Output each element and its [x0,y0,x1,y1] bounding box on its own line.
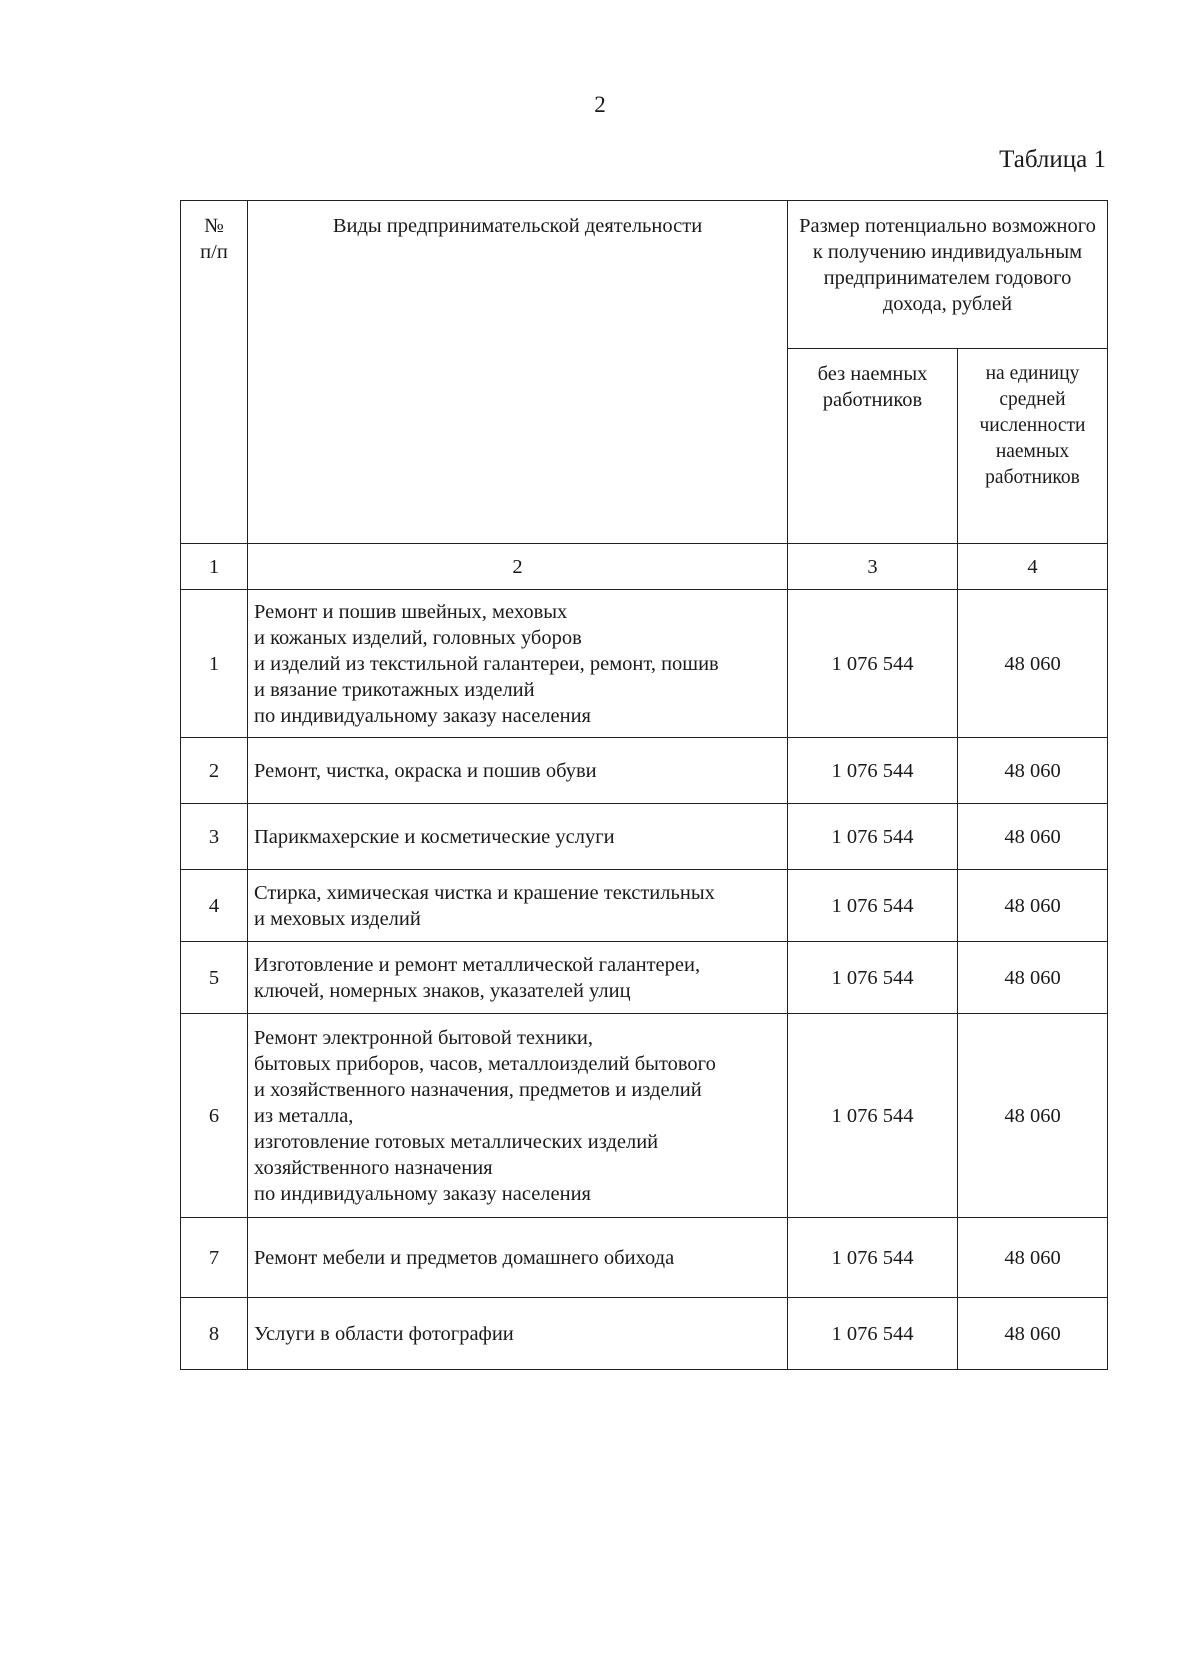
column-number: 1 [181,544,248,590]
header-row-1 [181,201,1108,349]
header-per-employee: на единицу средней численности наемных работников [958,349,1108,544]
row-per-employee: 48 060 [958,590,1108,738]
row-without-employees: 1 076 544 [788,738,958,804]
row-per-employee: 48 060 [958,738,1108,804]
row-activity: Ремонт мебели и предметов домашнего обихода [248,1218,788,1298]
table-row [181,1218,1108,1298]
row-per-employee: 48 060 [958,1014,1108,1218]
row-without-employees: 1 076 544 [788,870,958,942]
row-per-employee: 48 060 [958,870,1108,942]
row-activity: Изготовление и ремонт металлической галантереи, ключей, номерных знаков, указателей улиц [248,942,788,1014]
row-number: 5 [181,942,248,1014]
row-per-employee: 48 060 [958,1298,1108,1370]
column-number-row [181,544,1108,590]
table-row [181,738,1108,804]
row-activity: Ремонт, чистка, окраска и пошив обуви [248,738,788,804]
table-row [181,1298,1108,1370]
header-number [181,201,248,544]
row-number: 1 [181,590,248,738]
table-caption: Таблица 1 [999,146,1106,173]
row-without-employees: 1 076 544 [788,1298,958,1370]
row-per-employee: 48 060 [958,1218,1108,1298]
row-number: 2 [181,738,248,804]
column-number: 4 [958,544,1108,590]
activity-income-table [180,200,1108,1370]
row-per-employee: 48 060 [958,804,1108,870]
header-number-label: № п/п [200,215,228,263]
row-activity: Парикмахерские и косметические услуги [248,804,788,870]
column-number: 3 [788,544,958,590]
header-income-size: Размер потенциально возможного к получению индивидуальным предпринимателем годового дохода, рублей [788,201,1108,349]
row-activity: Стирка, химическая чистка и крашение текстильных и меховых изделий [248,870,788,942]
row-without-employees: 1 076 544 [788,1218,958,1298]
row-without-employees: 1 076 544 [788,590,958,738]
header-without-employees: без наемных работников [788,349,958,544]
row-without-employees: 1 076 544 [788,942,958,1014]
table-row [181,590,1108,738]
table-row [181,1014,1108,1218]
table-row [181,870,1108,942]
row-number: 4 [181,870,248,942]
row-number: 3 [181,804,248,870]
page-number: 2 [594,92,606,117]
row-activity: Ремонт и пошив швейных, меховых и кожаных изделий, головных уборов и изделий из текстильной галантереи, ремонт, пошив и вязание трикотажных изделий по индивидуальному заказу населения [248,590,788,738]
row-without-employees: 1 076 544 [788,804,958,870]
row-activity: Услуги в области фотографии [248,1298,788,1370]
row-without-employees: 1 076 544 [788,1014,958,1218]
row-number: 7 [181,1218,248,1298]
row-per-employee: 48 060 [958,942,1108,1014]
column-number: 2 [248,544,788,590]
header-activity: Виды предпринимательской деятельности [248,201,788,544]
table-row [181,942,1108,1014]
row-number: 6 [181,1014,248,1218]
row-activity: Ремонт электронной бытовой техники, бытовых приборов, часов, металлоизделий бытового и хозяйственного назначения, предметов и изделий из металла, изготовление готовых металлических изделий хозяйственного назначения по индивидуальному заказу населения [248,1014,788,1218]
table-row [181,804,1108,870]
row-number: 8 [181,1298,248,1370]
